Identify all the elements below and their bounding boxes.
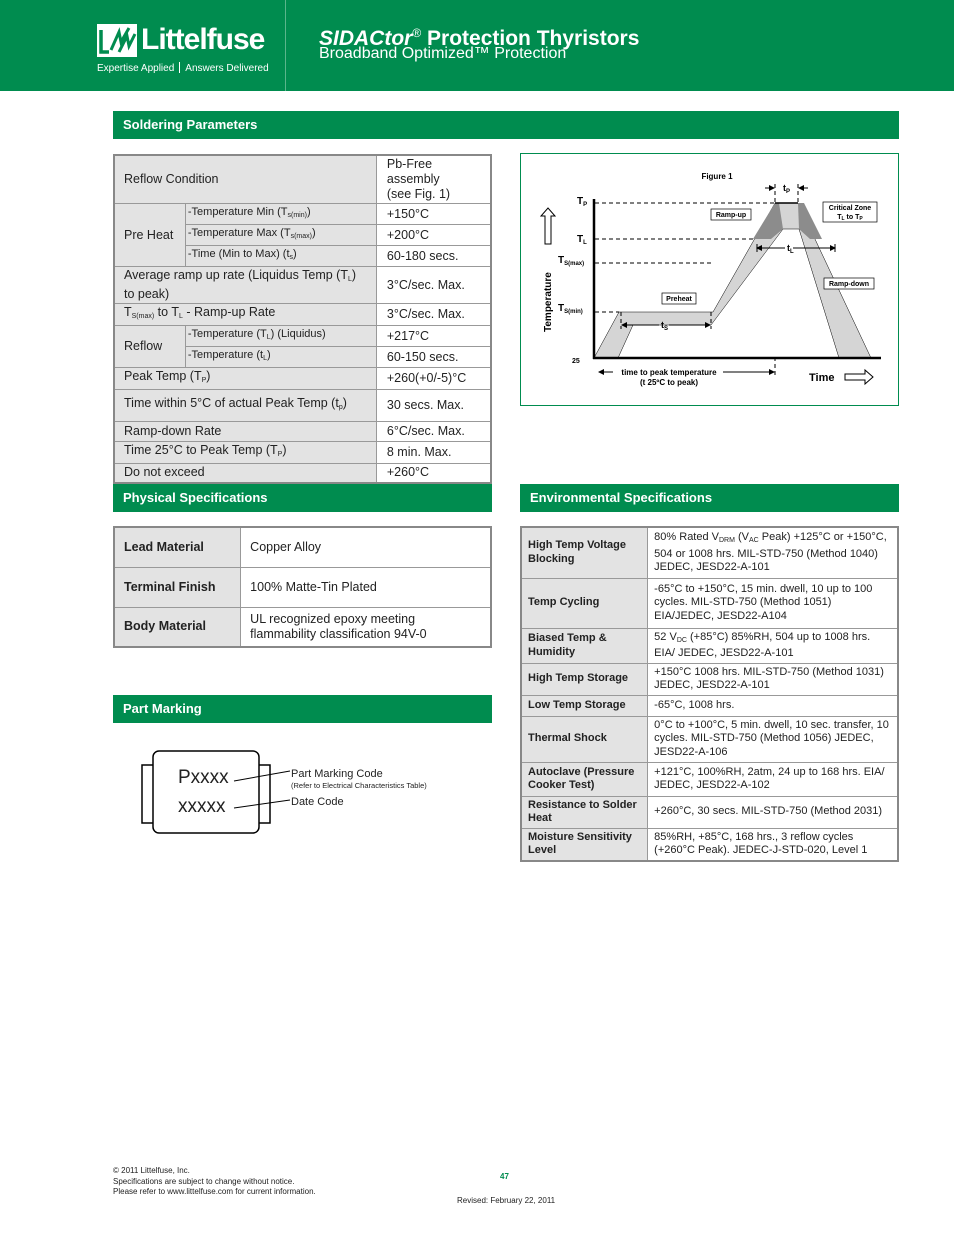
lead-material-label: Lead Material [114,527,241,567]
time-min-max-value: 60-180 secs. [376,246,491,267]
env-label-high-temp-voltage: High Temp Voltage Blocking [521,527,648,578]
tp-label: $T_P$ [577,196,588,208]
reflow-profile-figure [520,153,899,406]
ramp-up-label: Ramp-up [715,212,747,219]
ramp-down-label: Ramp-down Rate [114,422,376,442]
environmental-table [520,526,899,862]
physical-title: Physical Specifications [123,490,268,505]
soldering-title: Soldering Parameters [123,117,258,132]
y-25-label: 25 [572,358,580,365]
peak-temp-label: Peak Temp (TP) [114,368,376,390]
env-value-moisture: 85%RH, +85°C, 168 hrs., 3 reflow cycles (+260°C Peak). JEDEC-J-STD-020, Level 1 [648,828,898,861]
env-label-low-temp-storage: Low Temp Storage [521,695,648,716]
tagline-separator [179,62,180,73]
title-italic: SIDACtor [319,27,413,50]
soldering-table [113,154,492,484]
do-not-exceed-label: Do not exceed [114,464,376,483]
date-code-label: Date Code [291,796,344,808]
y-axis-title: Temperature [543,272,554,332]
tl-time-label: $t_L$ [787,243,794,255]
brand-tagline [97,62,269,75]
title-rest: Protection Thyristors [421,27,640,50]
avg-ramp-label: Average ramp up rate (Liquidus Temp (TL) to peak) [114,267,376,304]
soldering-section-bar [113,111,899,139]
env-value-high-temp-voltage: 80% Rated VDRM (VAC Peak) +125°C or +150°C, 504 or 1008 hrs. MIL-STD-750 (Method 1040) JEDEC, JESD22-A-101 [648,527,898,578]
revised-date: Revised: February 22, 2011 [457,1196,556,1205]
figure-caption: Figure 1 [701,172,733,181]
guide-lines [595,184,798,375]
tl-label: $T_L$ [577,234,587,246]
time-25-peak-label: Time 25°C to Peak Temp (TP) [114,442,376,464]
reflow-condition-value: Pb-Free assembly (see Fig. 1) [376,155,491,204]
footer-copyright: © 2011 Littelfuse, Inc. [113,1166,190,1175]
ts-to-tl-value: 3°C/sec. Max. [376,304,491,326]
part-marking-code-label: Part Marking Code [291,768,383,780]
env-value-high-temp-storage: +150°C 1008 hrs. MIL-STD-750 (Method 1031) JEDEC, JESD22-A-101 [648,663,898,695]
env-label-biased-temp: Biased Temp & Humidity [521,628,648,663]
temp-max-value: +200°C [376,225,491,246]
time-peak-label-1: time to peak temperature [621,368,717,377]
footer-notice [113,1166,316,1198]
env-label-temp-cycling: Temp Cycling [521,578,648,628]
env-value-thermal-shock: 0°C to +100°C, 5 min. dwell, 10 sec. transfer, 10 cycles. MIL-STD-750 (Method 1056) JEDEC, JESD22-A-106 [648,716,898,762]
time-within-value: 30 secs. Max. [376,390,491,422]
title-registered: ® [412,26,422,40]
marking-line-1: Pxxxx [178,767,229,788]
tagline-left: Expertise Applied [97,63,175,74]
physical-section-bar [113,484,492,512]
body-material-label: Body Material [114,607,241,647]
critical-zone-label-2: TL to TP [837,214,863,222]
reflow-time-value: 60-150 secs. [376,347,491,368]
environmental-section-bar [520,484,899,512]
littelfuse-logo-icon [97,24,137,57]
peak-temp-value: +260(+0/-5)°C [376,368,491,390]
temp-min-value: +150°C [376,204,491,225]
preheat-label: Preheat [666,296,692,303]
footer-change-notice: Specifications are subject to change without notice. [113,1176,295,1186]
env-label-solder-heat: Resistance to Solder Heat [521,796,648,828]
reflow-temp-label: -Temperature (TL) (Liquidus) [185,326,376,347]
physical-table [113,526,492,648]
part-marking-diagram [138,748,298,836]
time-arrow-icon [845,370,873,384]
time-min-max-label: -Time (Min to Max) (ts) [185,246,376,267]
env-value-solder-heat: +260°C, 30 secs. MIL-STD-750 (Method 2031) [648,796,898,828]
tp-time-label: $t_P$ [783,183,791,195]
header-divider [285,0,286,91]
critical-zone-label-1: Critical Zone [828,205,872,212]
env-value-biased-temp: 52 VDC (+85°C) 85%RH, 504 up to 1008 hrs. EIA/ JEDEC, JESD22-A-101 [648,628,898,663]
environmental-title: Environmental Specifications [530,490,713,505]
ts-to-tl-label: TS(max) to TL - Ramp-up Rate [114,304,376,326]
lead-material-value: Copper Alloy [241,527,491,567]
time-within-label: Time within 5°C of actual Peak Temp (tp) [114,390,376,422]
env-label-thermal-shock: Thermal Shock [521,716,648,762]
brand-name: Littelfuse [141,23,265,56]
ts-time-label: $t_S$ [661,320,669,332]
reflow-temp-value: +217°C [376,326,491,347]
env-label-autoclave: Autoclave (Pressure Cooker Test) [521,762,648,796]
reflow-time-label: -Temperature (tL) [185,347,376,368]
reflow-label: Reflow [114,326,185,368]
part-marking-section-bar [113,695,492,723]
ramp-down-value: 6°C/sec. Max. [376,422,491,442]
tsmin-label: $T_{S(min)}$ [558,303,583,315]
part-marking-code-note: (Refer to Electrical Characteristics Table) [291,781,427,790]
time-peak-label-2: (t 25ºC to peak) [639,378,699,387]
temperature-arrow-icon [541,208,555,244]
pre-heat-label: Pre Heat [114,204,185,267]
env-label-moisture: Moisture Sensitivity Level [521,828,648,861]
env-value-temp-cycling: -65°C to +150°C, 15 min. dwell, 10 up to 100 cycles. MIL-STD-750 (Method 1051) EIA/JEDEC, JESD22-A104 [648,578,898,628]
tsmax-label: $T_{S(max)}$ [558,255,585,267]
marking-line-2: xxxxx [178,796,226,817]
do-not-exceed-value: +260°C [376,464,491,483]
part-marking-title: Part Marking [123,701,202,716]
page-subtitle: Broadband Optimized™ Protection [319,45,567,62]
page-number: 47 [500,1172,509,1181]
env-value-autoclave: +121°C, 100%RH, 2atm, 24 up to 168 hrs. EIA/ JEDEC, JESD22-A-102 [648,762,898,796]
time-25-peak-value: 8 min. Max. [376,442,491,464]
footer-refer: Please refer to www.littelfuse.com for current information. [113,1187,316,1196]
avg-ramp-value: 3°C/sec. Max. [376,267,491,304]
env-value-low-temp-storage: -65°C, 1008 hrs. [648,695,898,716]
body-material-value: UL recognized epoxy meeting flammability classification 94V-0 [241,607,491,647]
terminal-finish-value: 100% Matte-Tin Plated [241,567,491,607]
env-label-high-temp-storage: High Temp Storage [521,663,648,695]
temp-max-label: -Temperature Max (Ts(max)) [185,225,376,246]
temp-min-label: -Temperature Min (Ts(min)) [185,204,376,225]
tagline-right: Answers Delivered [185,63,269,74]
terminal-finish-label: Terminal Finish [114,567,241,607]
ramp-down-chart-label: Ramp-down [828,281,870,288]
reflow-condition-label: Reflow Condition [114,155,376,204]
x-axis-title: Time [809,372,835,384]
